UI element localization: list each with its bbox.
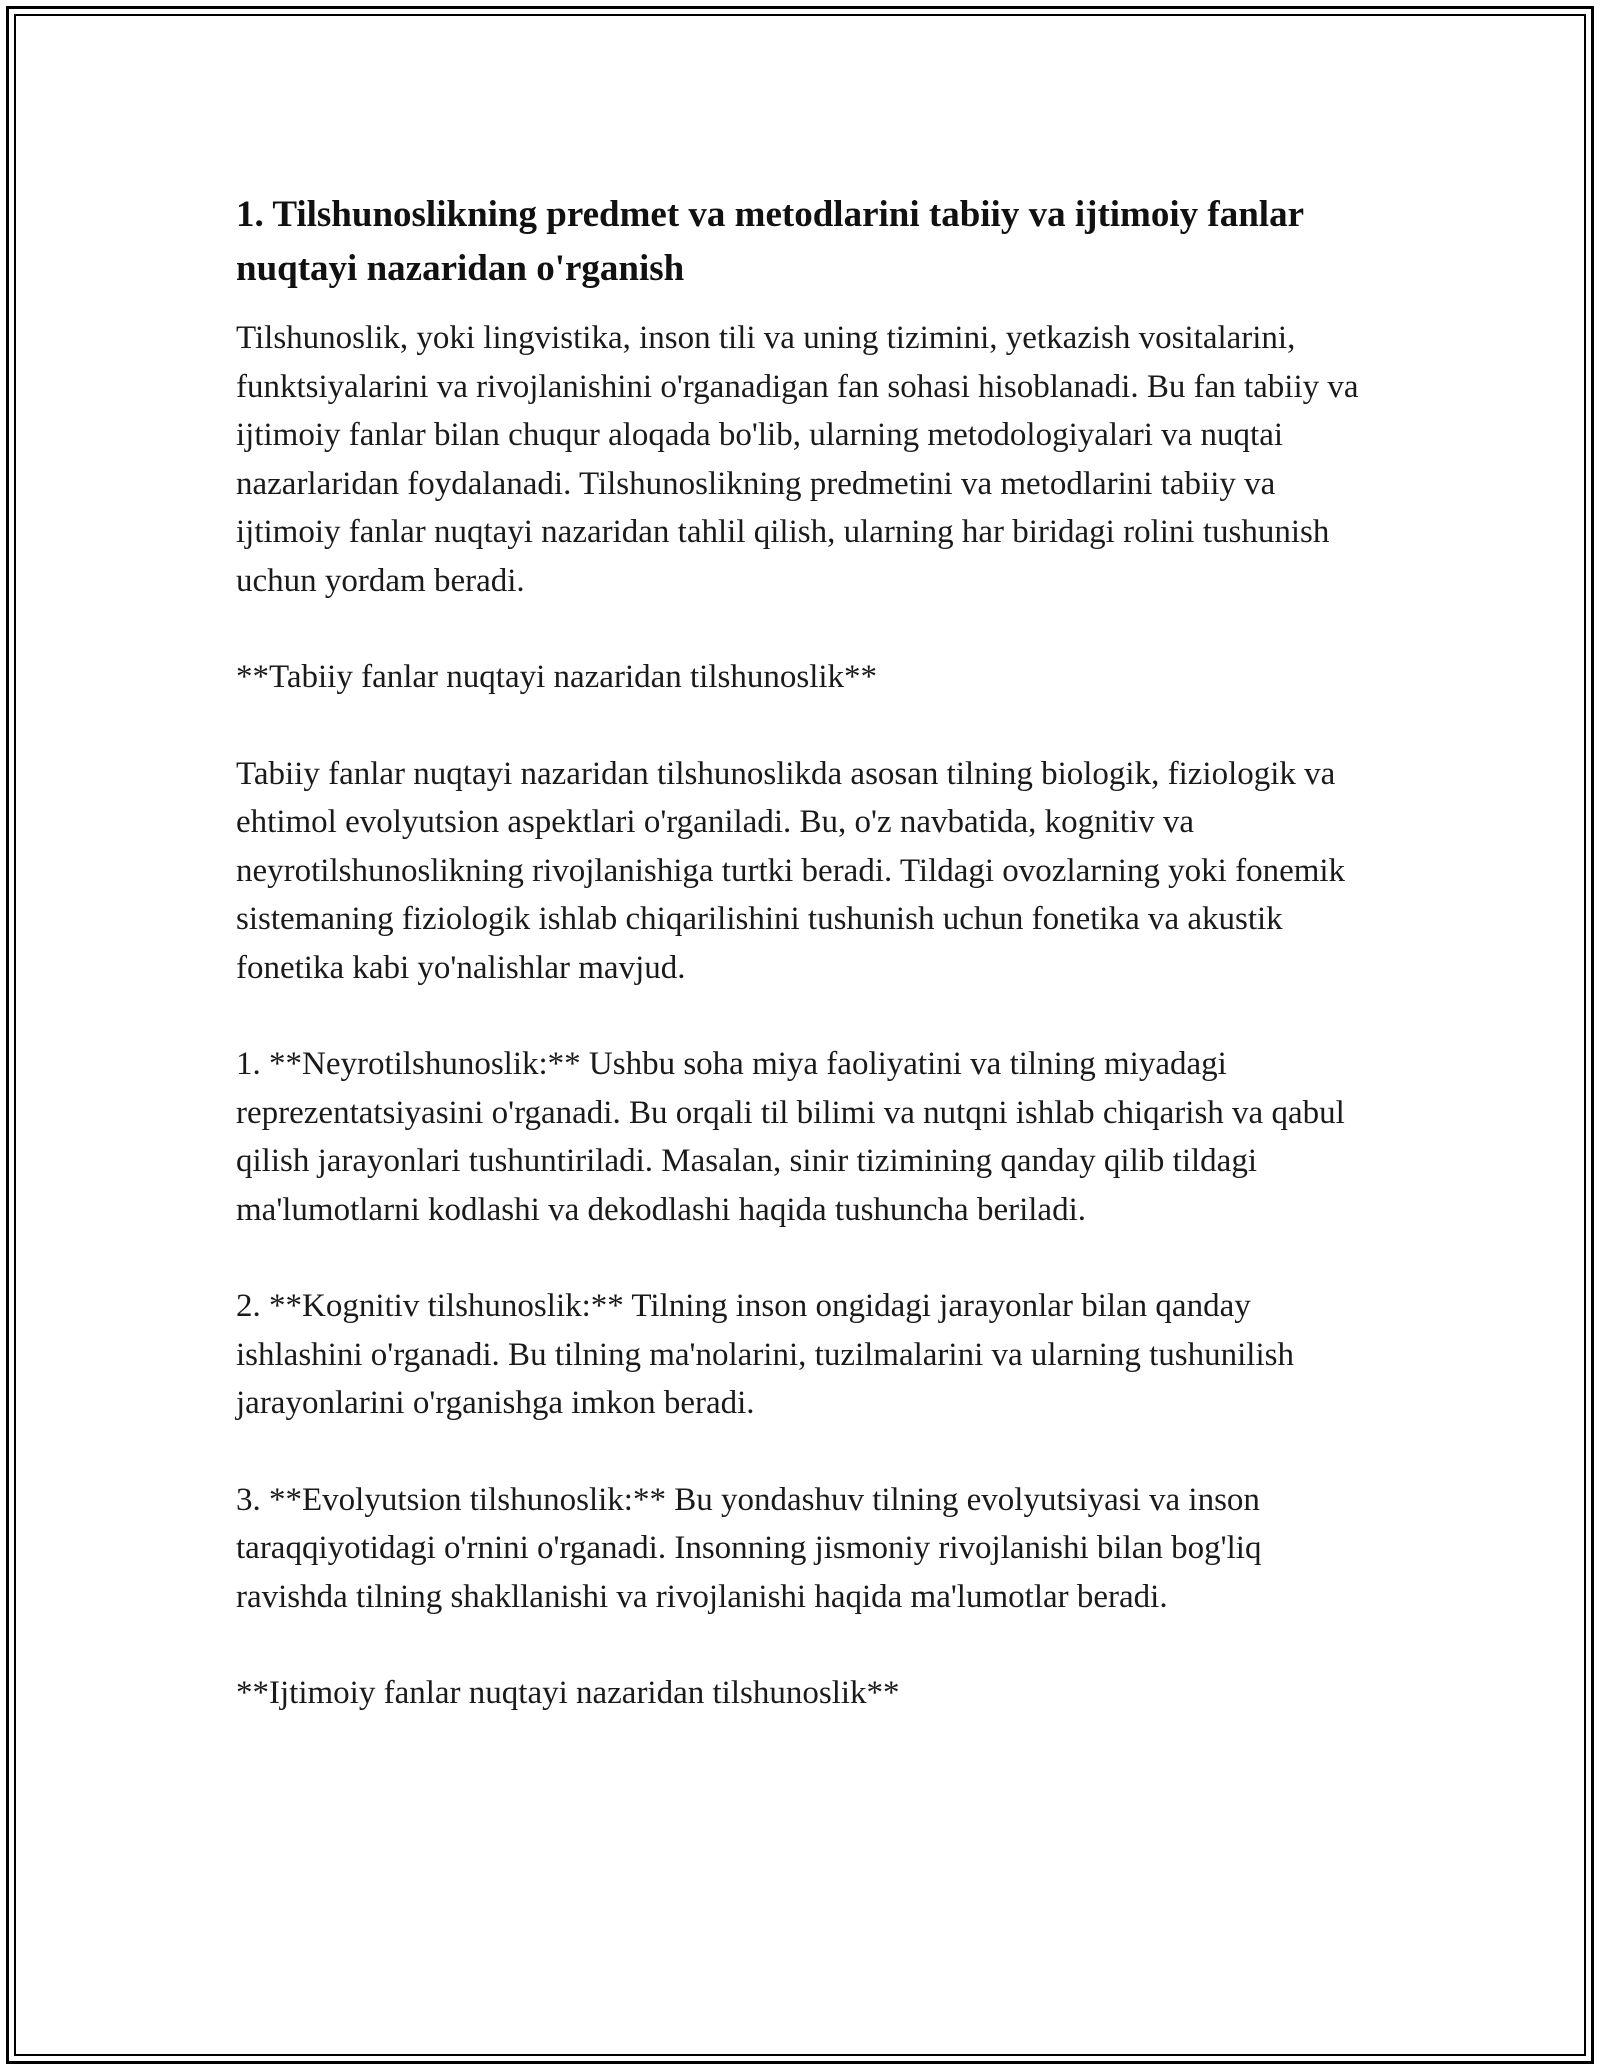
list-item-neurolinguistics: 1. **Neyrotilshunoslik:** Ushbu soha miya faoliyatini va tilning miyadagi reprezentatsiyasini o'rganadi. Bu orqali til bilimi va nutqni ishlab chiqarish va qabul qilish jarayonlari tushuntiriladi. Masalan, sinir tizimining qanday qilib tildagi ma'lumotlarni kodlashi va dekodlashi haqida tushuncha beriladi.	[236, 1046, 1345, 1228]
section-heading: 1. Tilshunoslikning predmet va metodlarini tabiiy va ijtimoiy fanlar nuqtayi nazaridan o'rganish	[236, 194, 1304, 289]
list-item-cognitive-linguistics: 2. **Kognitiv tilshunoslik:** Tilning inson ongidagi jarayonlar bilan qanday ishlashini o'rganadi. Bu tilning ma'nolarini, tuzilmalarini va ularning tushunilish jarayonlarini o'rganishga imkon beradi.	[236, 1288, 1294, 1421]
document-body	[236, 188, 1376, 1766]
natural-sciences-paragraph: Tabiiy fanlar nuqtayi nazaridan tilshunoslikda asosan tilning biologik, fiziologik va ehtimol evolyutsion aspektlari o'rganiladi. Bu, o'z navbatida, kognitiv va neyrotilshunoslikning rivojlanishiga turtki beradi. Tildagi ovozlarning yoki fonemik sistemaning fiziologik ishlab chiqarilishini tushunish uchun fonetika va akustik fonetika kabi yo'nalishlar mavjud.	[236, 755, 1346, 986]
subheading-natural-sciences: **Tabiiy fanlar nuqtayi nazaridan tilshunoslik**	[236, 659, 878, 695]
intro-paragraph: Tilshunoslik, yoki lingvistika, inson tili va uning tizimini, yetkazish vositalarini, funktsiyalarini va rivojlanishini o'rganadigan fan sohasi hisoblanadi. Bu fan tabiiy va ijtimoiy fanlar bilan chuqur aloqada bo'lib, ularning metodologiyalari va nuqtai nazarlaridan foydalanadi. Tilshunoslikning predmetini va metodlarini tabiiy va ijtimoiy fanlar nuqtayi nazaridan tahlil qilish, ularning har biridagi rolini tushunish uchun yordam beradi.	[236, 320, 1359, 599]
list-item-evolutionary-linguistics: 3. **Evolyutsion tilshunoslik:** Bu yondashuv tilning evolyutsiyasi va inson taraqqiyotidagi o'rnini o'rganadi. Insonning jismoniy rivojlanishi bilan bog'liq ravishda tilning shakllanishi va rivojlanishi haqida ma'lumotlar beradi.	[236, 1481, 1262, 1615]
subheading-social-sciences: **Ijtimoiy fanlar nuqtayi nazaridan tilshunoslik**	[236, 1675, 900, 1711]
